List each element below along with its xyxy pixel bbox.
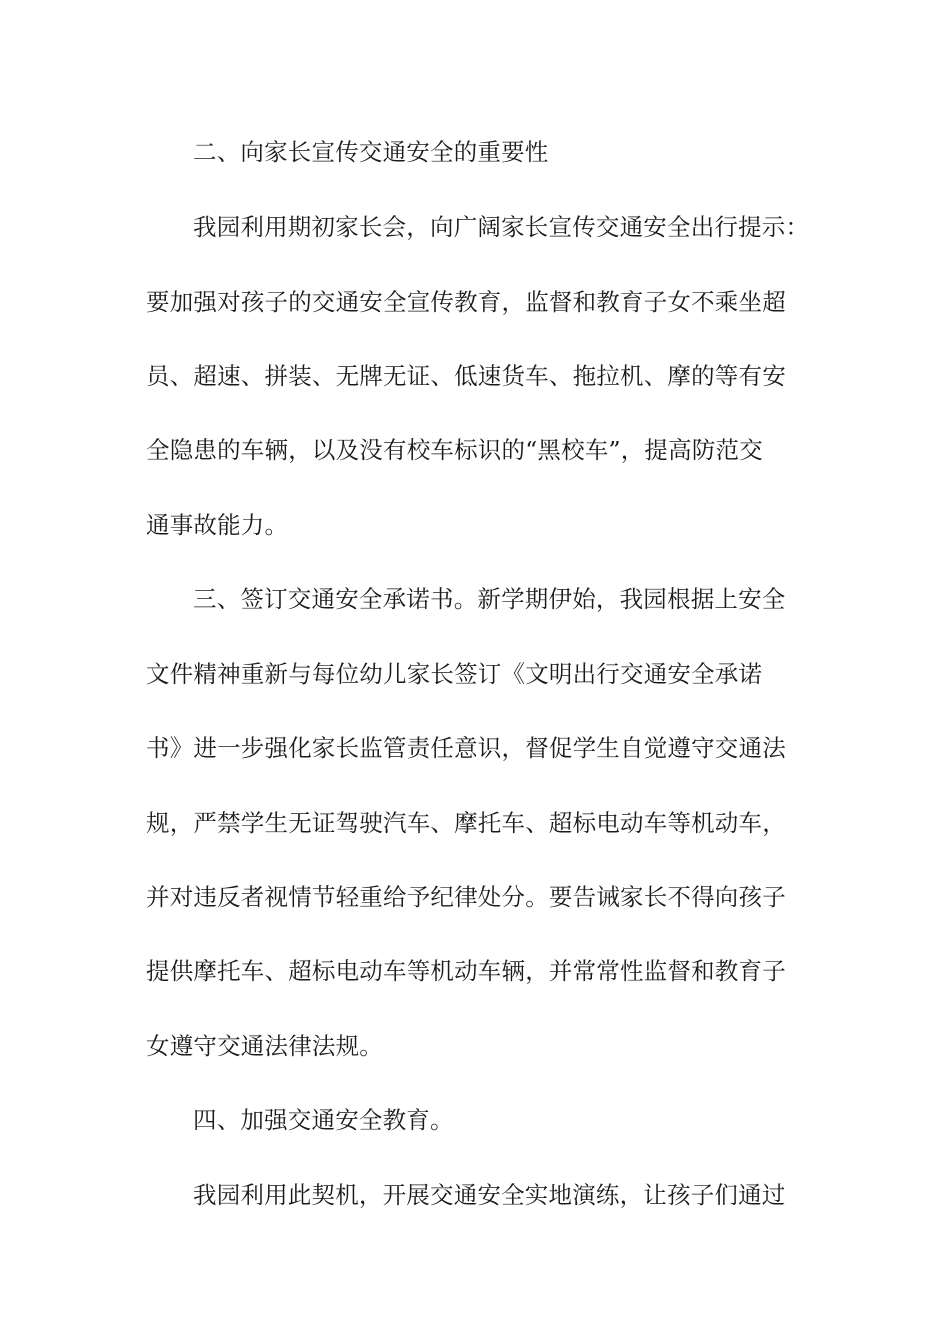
paragraph-line: 女遵守交通法律法规。 (146, 1032, 383, 1060)
paragraph-line: 通事故能力。 (146, 511, 289, 539)
paragraph-line: 书》进一步强化家长监管责任意识，督促学生自觉遵守交通法 (146, 734, 786, 762)
section-heading-4: 四、加强交通安全教育。 (193, 1106, 454, 1134)
section-heading-3: 三、签订交通安全承诺书。新学期伊始，我园根据上安全 (193, 585, 786, 613)
paragraph-line: 员、超速、拼装、无牌无证、低速货车、拖拉机、摩的等有安 (146, 362, 786, 390)
paragraph-line: 提供摩托车、超标电动车等机动车辆，并常常性监督和教育子 (146, 957, 786, 985)
paragraph-line: 规，严禁学生无证驾驶汽车、摩托车、超标电动车等机动车， (146, 809, 786, 837)
paragraph-line: 我园利用此契机，开展交通安全实地演练，让孩子们通过 (193, 1181, 786, 1209)
paragraph-line: 并对违反者视情节轻重给予纪律处分。要告诫家长不得向孩子 (146, 883, 786, 911)
paragraph-line: 我园利用期初家长会，向广阔家长宣传交通安全出行提示： (193, 213, 810, 241)
paragraph-line: 文件精神重新与每位幼儿家长签订《文明出行交通安全承诺 (146, 660, 763, 688)
section-heading-2: 二、向家长宣传交通安全的重要性 (193, 138, 549, 166)
paragraph-line: 全隐患的车辆，以及没有校车标识的“黑校车”，提高防范交 (146, 436, 763, 464)
paragraph-line: 要加强对孩子的交通安全宣传教育，监督和教育子女不乘坐超 (146, 288, 786, 316)
